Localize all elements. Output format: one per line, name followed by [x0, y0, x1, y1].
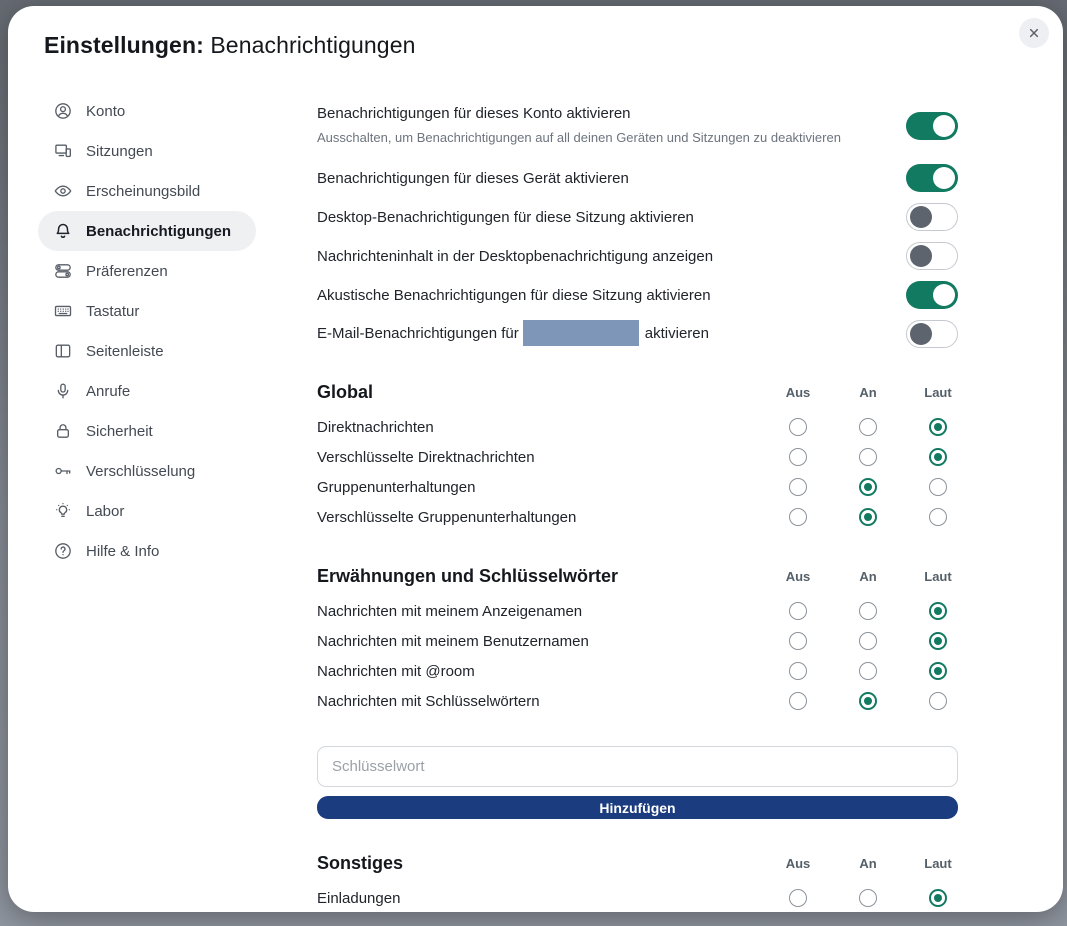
- lock-icon: [53, 421, 73, 441]
- toggle-switch[interactable]: [906, 203, 958, 231]
- radio-section: [317, 853, 958, 912]
- key-icon: [53, 461, 73, 481]
- redacted-email: [523, 320, 639, 346]
- sidebar-item-seitenleiste[interactable]: [38, 331, 256, 371]
- setting-label: Desktop-Benachrichtigungen für diese Sitzung aktivieren: [317, 208, 694, 226]
- section-header: [317, 853, 958, 874]
- radio-an[interactable]: [859, 448, 877, 466]
- radio-cells: [763, 478, 973, 496]
- toggle-knob: [933, 167, 955, 189]
- sidebar-item-sicherheit[interactable]: [38, 411, 256, 451]
- setting-label: E-Mail-Benachrichtigungen für aktivieren: [317, 320, 906, 348]
- keyboard-icon: [53, 301, 73, 321]
- radio-section: [317, 566, 958, 716]
- settings-sidebar: [8, 91, 317, 912]
- radio-row-label: Direktnachrichten: [317, 418, 434, 436]
- radio-laut[interactable]: [929, 889, 947, 907]
- sidebar-item-verschlüsselung[interactable]: [38, 451, 256, 491]
- radio-cells: [763, 632, 973, 650]
- column-header-laut: Laut: [924, 856, 952, 871]
- radio-cells: [763, 889, 973, 907]
- column-header-an: An: [859, 569, 877, 584]
- lightbulb-icon: [53, 501, 73, 521]
- radio-an[interactable]: [859, 662, 877, 680]
- sidebar-item-tastatur[interactable]: [38, 291, 256, 331]
- column-header-laut: Laut: [924, 569, 952, 584]
- section-header: [317, 566, 958, 587]
- section-header: [317, 382, 958, 403]
- keyword-input[interactable]: [317, 746, 958, 787]
- radio-laut[interactable]: [929, 508, 947, 526]
- devices-icon: [53, 141, 73, 161]
- setting-label: Benachrichtigungen für dieses Konto aktivieren Ausschalten, um Benachrichtigungen auf all deinen Geräten und Sitzungen zu deaktivieren: [317, 103, 906, 148]
- sidebar-item-label: Hilfe & Info: [86, 542, 160, 560]
- radio-aus[interactable]: [789, 662, 807, 680]
- radio-laut[interactable]: [929, 632, 947, 650]
- radio-row: [317, 596, 958, 626]
- settings-dialog: [8, 6, 1063, 912]
- radio-laut[interactable]: [929, 478, 947, 496]
- radio-row-label: Nachrichten mit meinem Benutzernamen: [317, 632, 589, 650]
- column-headers: [763, 569, 973, 584]
- radio-cells: [763, 602, 973, 620]
- radio-row: [317, 626, 958, 656]
- toggle-row: [317, 103, 958, 148]
- sidebar-item-erscheinungsbild[interactable]: [38, 171, 256, 211]
- radio-row: [317, 412, 958, 442]
- radio-an[interactable]: [859, 602, 877, 620]
- radio-aus[interactable]: [789, 602, 807, 620]
- microphone-icon: [53, 381, 73, 401]
- radio-laut[interactable]: [929, 602, 947, 620]
- radio-row-label: Verschlüsselte Direktnachrichten: [317, 448, 535, 466]
- setting-description: Ausschalten, um Benachrichtigungen auf all deinen Geräten und Sitzungen zu deaktivieren: [317, 130, 841, 145]
- toggle-row: [317, 203, 958, 231]
- radio-row-label: Nachrichten mit meinem Anzeigenamen: [317, 602, 583, 620]
- radio-cells: [763, 418, 973, 436]
- radio-row-label: Nachrichten mit @room: [317, 662, 475, 680]
- column-headers: [763, 385, 973, 400]
- setting-label: Benachrichtigungen für dieses Gerät aktivieren: [317, 169, 629, 187]
- radio-cells: [763, 448, 973, 466]
- column-header-an: An: [859, 385, 877, 400]
- radio-an[interactable]: [859, 889, 877, 907]
- radio-cells: [763, 508, 973, 526]
- column-header-aus: Aus: [785, 569, 811, 584]
- sidebar-item-label: Erscheinungsbild: [86, 182, 201, 200]
- sidebar-item-label: Benachrichtigungen: [86, 222, 232, 240]
- setting-label: Nachrichteninhalt in der Desktopbenachrichtigung anzeigen: [317, 247, 714, 265]
- radio-row-label: Einladungen: [317, 889, 401, 907]
- sidebar-item-präferenzen[interactable]: [38, 251, 256, 291]
- sidebar-item-label: Seitenleiste: [86, 342, 164, 360]
- radio-laut[interactable]: [929, 448, 947, 466]
- radio-laut[interactable]: [929, 692, 947, 710]
- help-circle-icon: [53, 541, 73, 561]
- sidebar-item-sitzungen[interactable]: [38, 131, 256, 171]
- radio-row: [317, 686, 958, 716]
- toggle-knob: [910, 245, 932, 267]
- toggle-row: [317, 164, 958, 192]
- close-button[interactable]: [1019, 18, 1049, 48]
- radio-aus[interactable]: [789, 889, 807, 907]
- radio-cells: [763, 692, 973, 710]
- sidebar-item-labor[interactable]: [38, 491, 256, 531]
- radio-an[interactable]: [859, 692, 877, 710]
- page-title: [44, 32, 1063, 59]
- toggle-switch[interactable]: [906, 320, 958, 348]
- page-title-suffix: Benachrichtigungen: [210, 32, 416, 58]
- sidebar-item-hilfe-info[interactable]: [38, 531, 256, 571]
- toggle-switch[interactable]: [906, 281, 958, 309]
- add-keyword-button[interactable]: Hinzufügen: [317, 796, 958, 819]
- section-title: Erwähnungen und Schlüsselwörter: [317, 566, 619, 586]
- radio-section: [317, 382, 958, 532]
- toggle-knob: [933, 115, 955, 137]
- radio-row: [317, 656, 958, 686]
- eye-icon: [53, 181, 73, 201]
- column-header-laut: Laut: [924, 385, 952, 400]
- radio-sections: [317, 382, 958, 716]
- setting-label: Akustische Benachrichtigungen für diese Sitzung aktivieren: [317, 286, 711, 304]
- other-section: [317, 853, 958, 912]
- radio-row-label: Gruppenunterhaltungen: [317, 478, 476, 496]
- toggle-knob: [910, 323, 932, 345]
- sidebar-item-konto[interactable]: [38, 91, 256, 131]
- radio-aus[interactable]: [789, 448, 807, 466]
- toggle-switch[interactable]: [906, 112, 958, 140]
- close-icon: [1026, 25, 1042, 41]
- section-title: Global: [317, 382, 374, 402]
- radio-an[interactable]: [859, 508, 877, 526]
- radio-row: [317, 502, 958, 532]
- column-headers: [763, 856, 973, 871]
- toggle-row: [317, 281, 958, 309]
- column-header-aus: Aus: [785, 856, 811, 871]
- sidebar-item-benachrichtigungen[interactable]: [38, 211, 256, 251]
- radio-an[interactable]: [859, 632, 877, 650]
- toggle-switch[interactable]: [906, 242, 958, 270]
- radio-row-label: Nachrichten mit Schlüsselwörtern: [317, 692, 540, 710]
- sidebar-item-label: Verschlüsselung: [86, 462, 196, 480]
- toggle-row: [317, 320, 958, 348]
- column-header-aus: Aus: [785, 385, 811, 400]
- sidebar-item-label: Präferenzen: [86, 262, 168, 280]
- page-title-prefix: Einstellungen:: [44, 32, 204, 58]
- sliders-icon: [53, 261, 73, 281]
- radio-row: [317, 883, 958, 912]
- radio-cells: [763, 662, 973, 680]
- radio-an[interactable]: [859, 478, 877, 496]
- toggle-switch[interactable]: [906, 164, 958, 192]
- radio-aus[interactable]: [789, 478, 807, 496]
- sidebar-panel-icon: [53, 341, 73, 361]
- user-circle-icon: [53, 101, 73, 121]
- radio-aus[interactable]: [789, 632, 807, 650]
- toggle-row: [317, 242, 958, 270]
- sidebar-item-label: Anrufe: [86, 382, 131, 400]
- radio-aus[interactable]: [789, 508, 807, 526]
- keyword-area: [317, 746, 958, 819]
- radio-row: [317, 442, 958, 472]
- toggle-knob: [910, 206, 932, 228]
- radio-an[interactable]: [859, 418, 877, 436]
- notifications-panel: [317, 91, 958, 912]
- section-title: Sonstiges: [317, 853, 404, 873]
- column-header-an: An: [859, 856, 877, 871]
- radio-laut[interactable]: [929, 662, 947, 680]
- radio-aus[interactable]: [789, 692, 807, 710]
- sidebar-item-label: Labor: [86, 502, 125, 520]
- sidebar-item-anrufe[interactable]: [38, 371, 256, 411]
- sidebar-item-label: Konto: [86, 102, 126, 120]
- bell-icon: [53, 221, 73, 241]
- radio-row-label: Verschlüsselte Gruppenunterhaltungen: [317, 508, 577, 526]
- toggle-knob: [933, 284, 955, 306]
- sidebar-item-label: Sitzungen: [86, 142, 153, 160]
- sidebar-item-label: Tastatur: [86, 302, 140, 320]
- radio-aus[interactable]: [789, 418, 807, 436]
- sidebar-item-label: Sicherheit: [86, 422, 153, 440]
- radio-laut[interactable]: [929, 418, 947, 436]
- toggle-settings-list: [317, 103, 958, 348]
- radio-row: [317, 472, 958, 502]
